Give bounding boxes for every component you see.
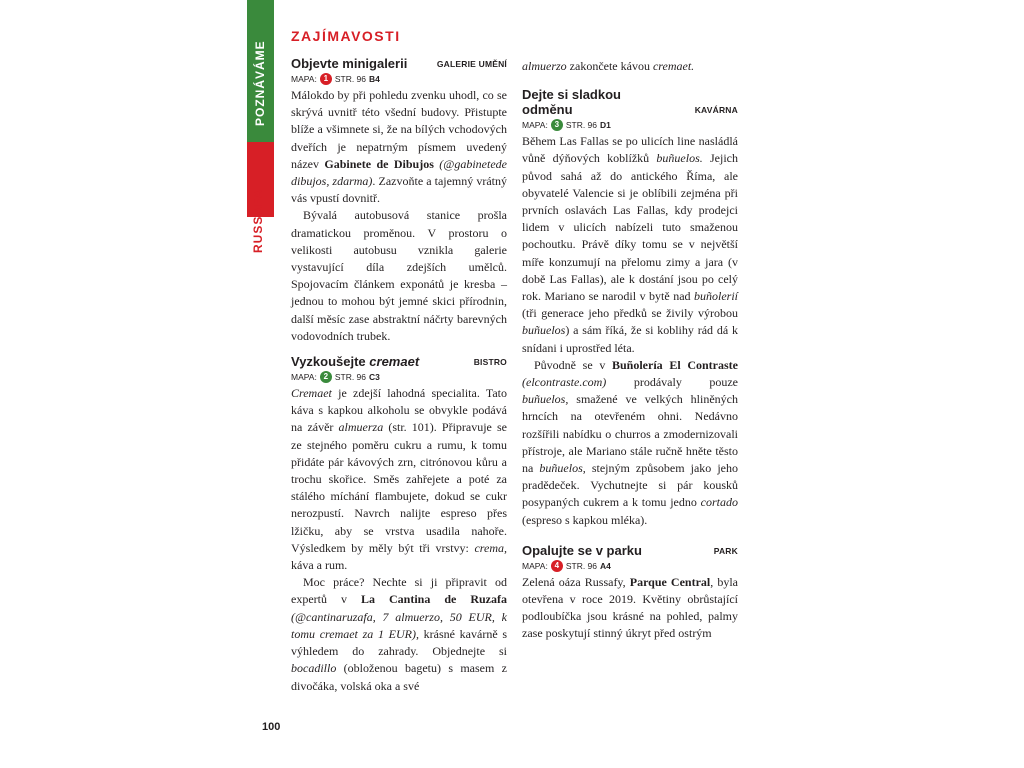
map-reference: MAPA: 4 STR. 96 A4 [522,560,611,571]
map-marker-icon: 2 [320,371,332,383]
tab-label-russafa: RUSSAFA [251,188,265,253]
map-reference: MAPA: 3 STR. 96 D1 [522,120,611,131]
left-column [291,28,507,695]
entry-minigalerie [291,56,507,345]
entry-cremaet [291,354,507,695]
tab-label-poznavame: POZNÁVÁME [253,40,267,126]
entry-text: Původně se v Buñolería El Contraste (elcontraste.com) prodávaly pouze buñuelos, smažené ve velkých hliněných hrncích na otevřeném ohni. Nedávno rozšířili nabídku o churros a zmodernizovali přístroje, ale Mariano stále ručně hněte těsto na buñuelos, stejným způsobem jako jeho pradědeček. Vychutnejte si pár kousků posypaných cukrem a k tomu jedno cortado (espreso s kapkou mléka). [522,357,738,527]
page-number: 100 [262,721,281,733]
right-column [522,57,738,643]
entry-title: Dejte si sladkou odměnu [522,87,621,118]
entry-sladka-odmena [522,87,738,529]
map-marker-icon: 1 [320,73,332,85]
entry-text: Málokdo by při pohledu zvenku uhodl, co se skrývá uvnitř této všední budovy. Přistupte blíže a všimnete si, že na bílých vchodových dveřích je nepatrným písmem uvedený název Gabinete de Dibujos (@gabinetede dibujos, zdarma). Zazvoňte a tajemný vrátný vás vpustí dovnitř. [291,88,508,206]
entry-title: Vyzkoušejte cremaet [291,354,420,370]
entry-title: Opalujte se v parku [522,542,642,558]
entry-category: PARK [713,545,738,556]
map-marker-icon: 4 [551,560,563,572]
entry-text-continued: almuerzo zakončete kávou cremaet. [522,59,695,73]
entry-text: Moc práce? Nechte si ji připravit od expertů v La Cantina de Ruzafa (@cantinaruzafa, 7 almuerzo, 50 EUR, k tomu cremaet za 1 EUR), krásné kavárně s výhledem do zahrady. Objednejte si bocadillo (obloženou bagetu) s masem z divočáka, volská oka a své [291,575,508,693]
entry-category: GALERIE UMĚNÍ [436,59,507,69]
entry-text: Zelená oáza Russafy, Parque Central, byla otevřena v roce 2019. Květiny obrůstající podloubíčka jsou krásné na pohled, palmy zase poskytují stinný úkryt před ostrým [522,574,738,641]
entry-category: BISTRO [473,357,507,368]
map-reference: MAPA: 2 STR. 96 C3 [291,372,380,383]
entry-text: Během Las Fallas se po ulicích line nasládlá vůně dýňových koblížků buñuelos. Jejich původ sahá až do antického Říma, ale obyvatelé Valencie si je oblíbili zejména při prvních oslavách Las Fallas, kdy prodejci lidem v ulicích nabízeli tuto smaženou pochoutku. Právě díky tomu se v největší míře konzumují na přelomu zimy a jara (v době Las Fallas), ale k dostání jsou po celý rok. Mariano se narodil v bytě nad buñolerií (tři generace jeho předků se živily výrobou buñuelos) a sám říká, že si koblihy rád dá k snídani i uprostřed léta. [522,134,738,355]
entry-park [522,543,738,643]
section-tab-poznavame [247,0,274,142]
map-reference: MAPA: 1 STR. 96 B4 [291,74,380,84]
entry-title: Objevte minigalerii [291,56,408,71]
entry-text: Cremaet je zdejší lahodná specialita. Tato káva s kapkou alkoholu se obvykle podává na závěr almuerza (str. 101). Připravuje se ze stejného poměru cukru a rumu, k tomu přidáte pár kávových zrn, citrónovou kůru a trochu skořice. Směs zahřejete a poté za stálého míchání flambujete, dokud se cukr nerozpustí. Navrch nalijte espreso přes lžičku, aby se vrstva usadila nahoře. Výsledkem by měly být tři vrstvy: crema, káva a rum. [291,386,507,573]
map-marker-icon: 3 [551,119,563,131]
entry-text: Bývalá autobusová stanice prošla dramatickou proměnou. V prostoru o velikosti autobusu vznikla galerie vystavující díla zdejších umělců. Spojovacím článkem exponátů je kresba – jednou to mohou být jemné skici přírodnin, další měsíc zase abstraktní náčrty barevných vodovodních trubek. [291,208,507,343]
section-title: ZAJÍMAVOSTI [291,28,401,44]
entry-category: KAVÁRNA [694,105,738,116]
